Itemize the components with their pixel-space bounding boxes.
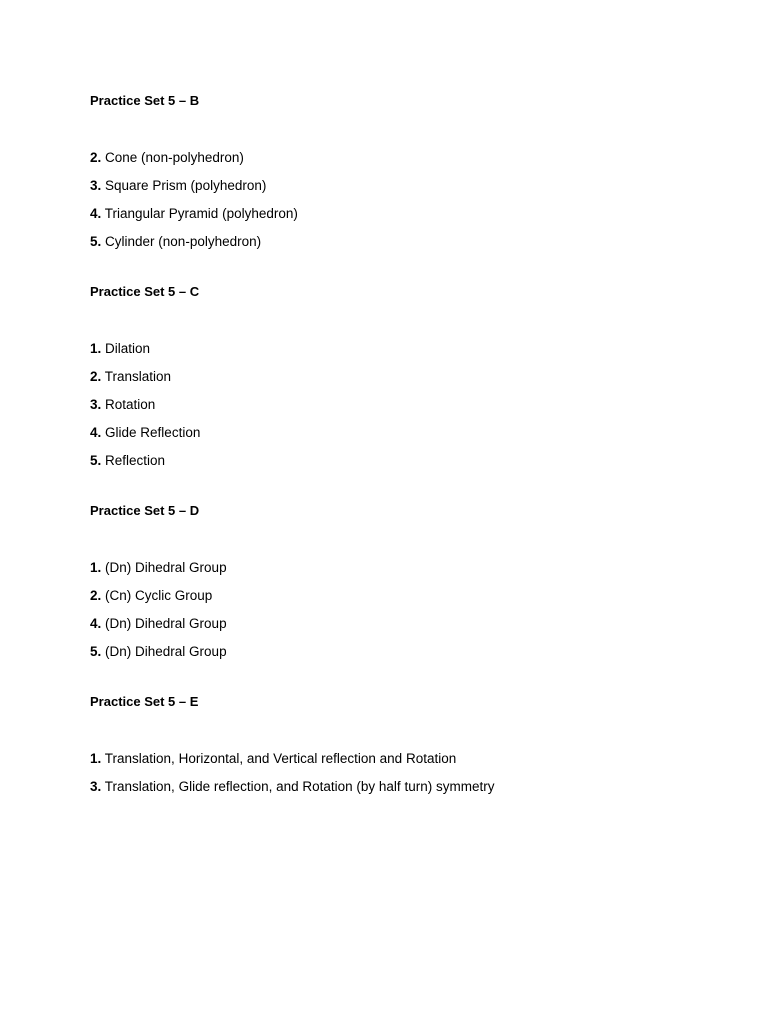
answer-number: 4. (90, 616, 102, 631)
answer-number: 2. (90, 369, 102, 384)
answer-item (90, 587, 730, 615)
answer-number: 2. (90, 588, 102, 603)
answer-item (90, 149, 730, 177)
answer-text: (Dn) Dihedral Group (105, 616, 227, 631)
answer-number: 3. (90, 178, 102, 193)
answer-item (90, 368, 730, 396)
answer-number: 3. (90, 779, 102, 794)
answer-text: Rotation (105, 397, 156, 412)
section-practice-set-5-e (90, 693, 730, 806)
answer-list (90, 149, 730, 261)
answer-number: 3. (90, 397, 102, 412)
section-title: Practice Set 5 – D (90, 503, 200, 518)
answer-text: Translation, Horizontal, and Vertical reflection and Rotation (104, 751, 457, 766)
answer-item (90, 424, 730, 452)
answer-number: 5. (90, 644, 102, 659)
answer-text: Dilation (105, 341, 151, 356)
answer-item (90, 559, 730, 587)
answer-item (90, 340, 730, 368)
answer-text: (Dn) Dihedral Group (105, 560, 227, 575)
section-practice-set-5-d (90, 502, 730, 693)
document-page (90, 92, 730, 806)
answer-list (90, 750, 730, 806)
answer-number: 1. (90, 341, 102, 356)
section-practice-set-5-b (90, 92, 730, 283)
answer-item (90, 396, 730, 424)
answer-text: Triangular Pyramid (polyhedron) (104, 206, 298, 221)
answer-text: Reflection (105, 453, 166, 468)
answer-number: 4. (90, 425, 102, 440)
answer-item (90, 615, 730, 643)
answer-list (90, 559, 730, 671)
answer-text: Cone (non-polyhedron) (105, 150, 244, 165)
section-practice-set-5-c (90, 283, 730, 502)
answer-number: 2. (90, 150, 102, 165)
answer-item (90, 177, 730, 205)
answer-text: (Cn) Cyclic Group (105, 588, 213, 603)
answer-list (90, 340, 730, 480)
answer-item (90, 778, 730, 806)
section-title: Practice Set 5 – C (90, 284, 200, 299)
answer-number: 4. (90, 206, 102, 221)
answer-text: Translation, Glide reflection, and Rotation (by half turn) symmetry (104, 779, 495, 794)
answer-item (90, 643, 730, 671)
answer-item (90, 750, 730, 778)
answer-item (90, 233, 730, 261)
answer-number: 5. (90, 234, 102, 249)
answer-item (90, 452, 730, 480)
answer-text: Translation (104, 369, 172, 384)
section-title: Practice Set 5 – E (90, 694, 199, 709)
answer-number: 1. (90, 751, 102, 766)
section-title: Practice Set 5 – B (90, 93, 200, 108)
answer-number: 1. (90, 560, 102, 575)
answer-text: Glide Reflection (105, 425, 201, 440)
answer-text: Square Prism (polyhedron) (105, 178, 267, 193)
answer-item (90, 205, 730, 233)
answer-text: (Dn) Dihedral Group (105, 644, 227, 659)
answer-text: Cylinder (non-polyhedron) (105, 234, 262, 249)
answer-number: 5. (90, 453, 102, 468)
